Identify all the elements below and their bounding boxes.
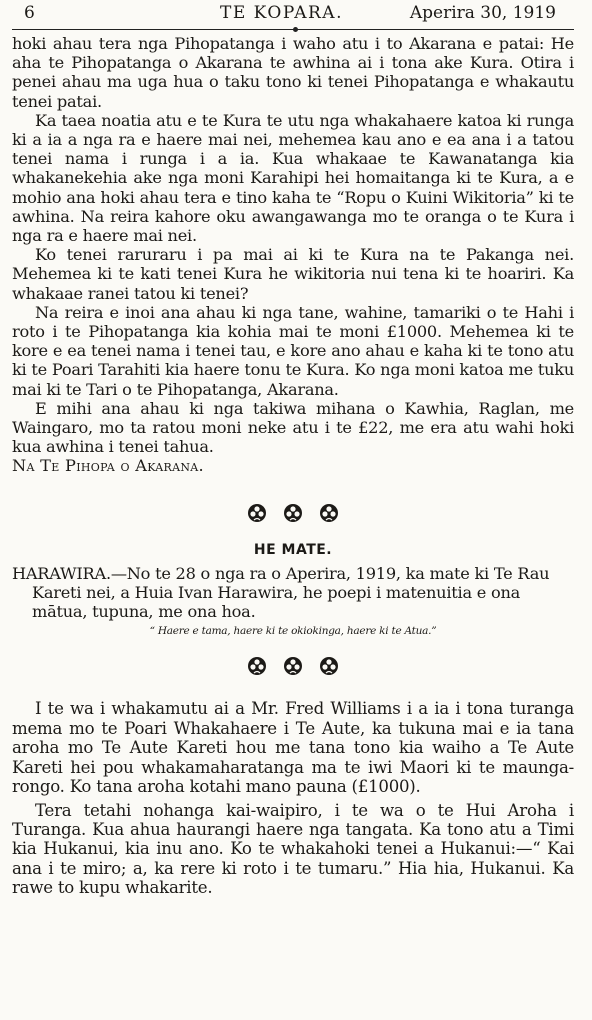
flower-ornament-icon (319, 503, 339, 523)
article-paragraph: hoki ahau tera nga Pihopatanga i waho atu i to Akarana e patai: He aha te Pihopatanga o Akarana te awhina ai i tona ake Kura. Otira i penei ahau ma uga hua o taku tono ki tenei Pihopatanga e whakautu tenei patai. (12, 34, 574, 111)
publication-title: TE KOPARA. (220, 3, 343, 23)
running-header (12, 0, 574, 30)
article-paragraph: Ko tenei raruraru i pa mai ai ki te Kura na te Pakanga nei. Mehemea ki te kati tenei Kura he wikitoria nui tena ki te hoariri. Ka whakaae ranei tatou ki tenei? (12, 245, 574, 303)
article-paragraph: E mihi ana ahau ki nga takiwa mihana o Kawhia, Raglan, me Waingaro, mo ta ratou moni neke atu i te £22, me era atu wahi hoki kua awhina i tenei tahua. (12, 398, 574, 457)
obituary-section (12, 564, 574, 642)
issue-date: Aperira 30, 1919 (409, 3, 556, 23)
header-rule (12, 29, 574, 30)
flower-ornament-icon (247, 656, 267, 676)
article-body (12, 34, 574, 476)
article-paragraph: Na reira e inoi ana ahau ki nga tane, wahine, tamariki o te Hahi i roto i te Pihopatanga kia kohia mai te moni £1000. Mehemea ki te kore e ea tenei nama i tenei tau, e kore ano ahau e kaha ki te tono atu ki te Poari Tarahiti kia haere tonu te Kura. Ko nga moni katoa me tuku mai ki te Tari o te Pihopatanga, Akarana. (12, 302, 574, 399)
page-number: 6 (24, 3, 35, 23)
section-heading: HE MATE. (253, 541, 333, 558)
article-signature: Na Te Pihopa o Akarana. (12, 456, 204, 476)
obituary-quote: “ Haere e tama, haere ki te okiokinga, haere ki te Atua.” (149, 625, 437, 638)
ornament-divider (12, 651, 574, 681)
obituary-entry: HARAWIRA.—No te 28 o nga ra o Aperira, 1919, ka mate ki Te Rau Kareti nei, a Huia Ivan Harawira, he poepi i matenuitia e ona mātua, tupuna, me ona hoa. (12, 563, 550, 622)
news-paragraph: I te wa i whakamutu ai a Mr. Fred Williams i a ia i tona turanga mema mo te Poari Whakahaere i Te Aute, ka tukuna mai e ia tana aroha mo Te Aute Kareti hou me tana tono kia waiho a Te Aute Kareti hei pou whakamaharatanga ma te iwi Maori ki te maunga-rongo. Ko tana aroha kotahi mano pauna (£1000). (12, 699, 574, 797)
news-section (12, 699, 574, 897)
flower-ornament-icon (283, 656, 303, 676)
flower-ornament-icon (319, 656, 339, 676)
flower-ornament-icon (247, 503, 267, 523)
news-paragraph: Tera tetahi nohanga kai-waipiro, i te wa o te Hui Aroha i Turanga. Kua ahua haurangi haere nga tangata. Ka tono atu a Timi kia Hukanui, kia inu ano. Ko te whakahoki tenei a Hukanui:—“ Kai ana i te miro; a, ka rere ki roto i te tumaru.” Hia hia, Hukanui. Ka rawe to kupu whakarite. (12, 800, 574, 898)
ornament-divider (12, 498, 574, 528)
article-paragraph: Ka taea noatia atu e te Kura te utu nga whakahaere katoa ki runga ki a ia a nga ra e haere mai nei, mehemea kau ano e ea ana i a tatou tenei nama i runga i a ia. Kua whakaae te Kawanatanga kia whakanekehia ake nga moni Karahipi hei homaitanga ki te Kura, a e mohio ana hoki ahau tera e tino kaha te “Ropu o Kuini Wikitoria” ki te awhina. Na reira kahore oku awangawanga mo te oranga o te Kura i nga ra e haere mai nei. (12, 110, 574, 246)
flower-ornament-icon (283, 503, 303, 523)
